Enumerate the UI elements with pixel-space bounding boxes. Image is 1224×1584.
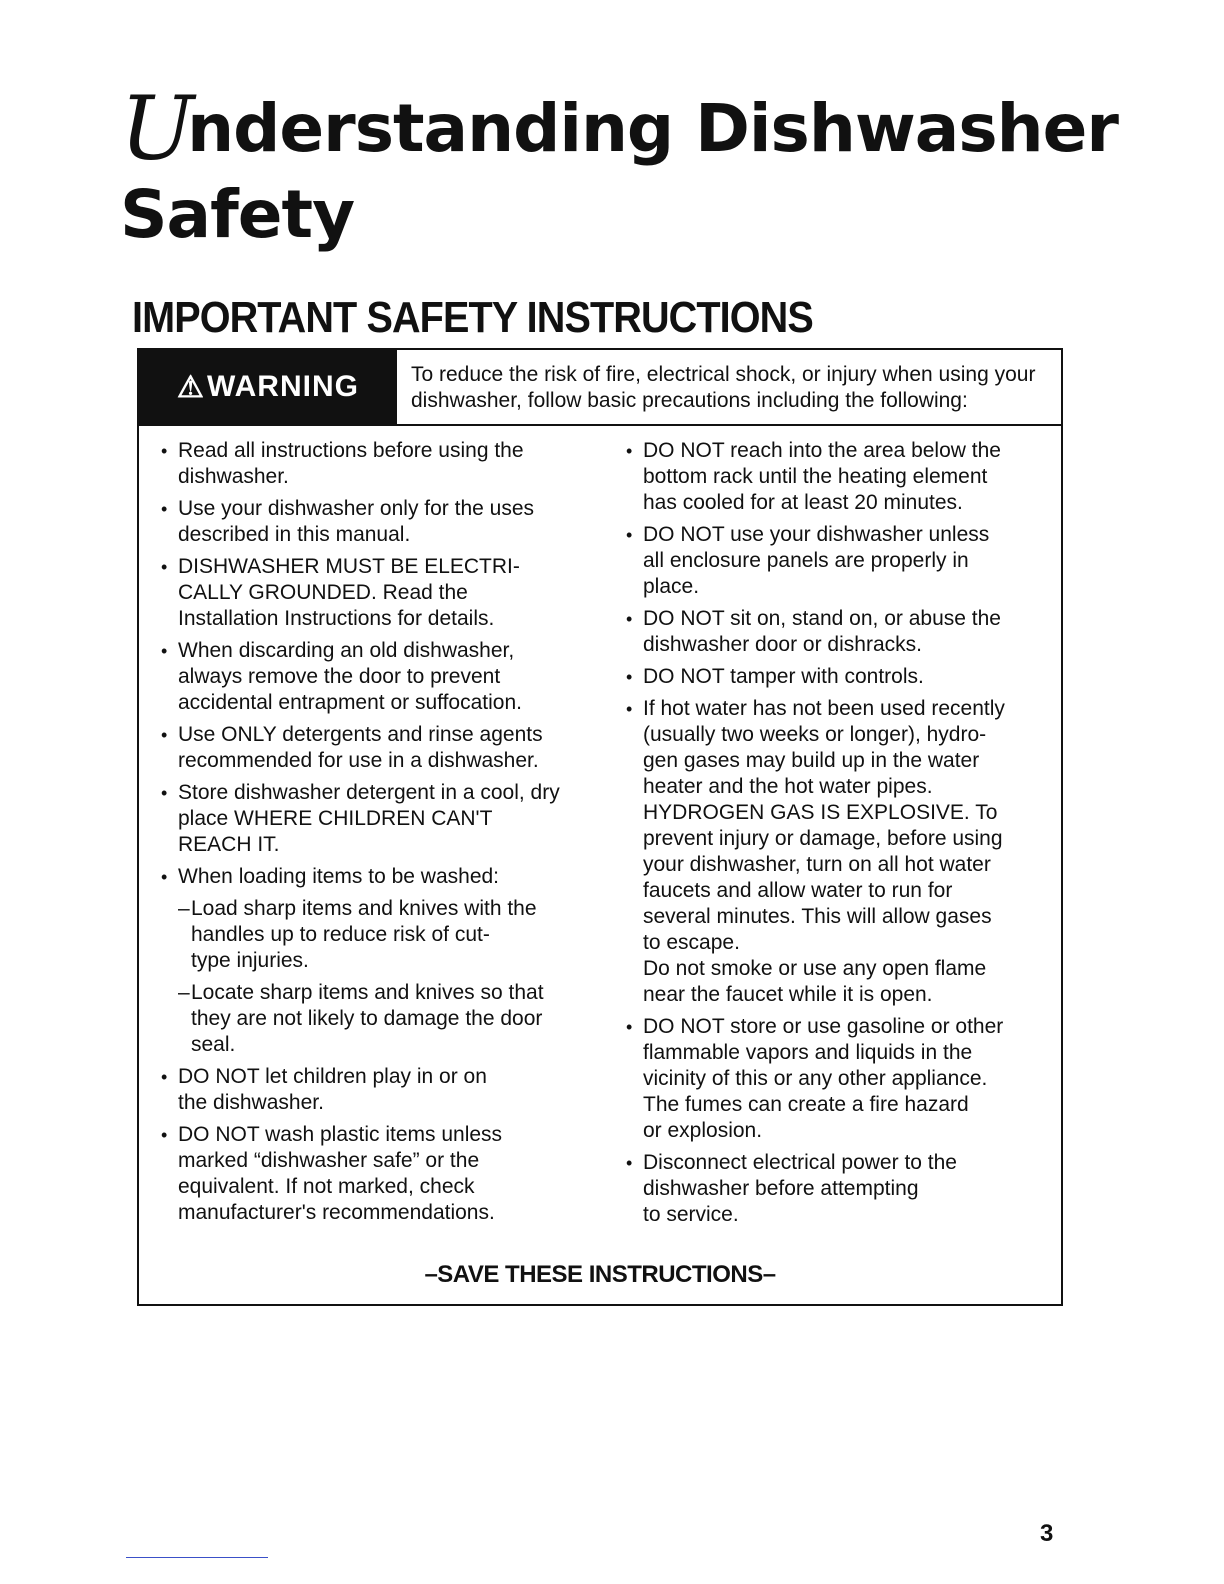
save-instructions-footer: –SAVE THESE INSTRUCTIONS– (424, 1261, 776, 1288)
page-title-line-1 (120, 77, 1118, 180)
list-item (161, 1064, 601, 1116)
list-item (626, 696, 1051, 1008)
list-item (161, 496, 601, 548)
list-item (161, 1122, 601, 1226)
page-title (120, 77, 1118, 258)
list-item (161, 864, 601, 890)
dash-icon: – (178, 981, 190, 1004)
warning-badge (139, 350, 397, 424)
list-item (626, 606, 1051, 658)
list-item-text: DISHWASHER MUST BE ELECTRI- CALLY GROUNDED. Read the Installation Instructions for details. (178, 555, 520, 630)
bullet-icon: • (626, 609, 633, 629)
section-heading: IMPORTANT SAFETY INSTRUCTIONS (132, 293, 813, 342)
list-item-text: Store dishwasher detergent in a cool, dry place WHERE CHILDREN CAN'T REACH IT. (178, 781, 560, 856)
list-item-text: Use your dishwasher only for the uses described in this manual. (178, 497, 535, 546)
bullet-icon: • (161, 499, 168, 519)
title-drop-cap: U (120, 77, 194, 180)
bullet-icon: • (161, 1067, 168, 1087)
bullet-icon: • (626, 525, 633, 545)
list-item-text: DO NOT sit on, stand on, or abuse the dishwasher door or dishracks. (643, 607, 1001, 656)
list-item (626, 438, 1051, 516)
list-item (626, 522, 1051, 600)
safety-instructions-box (137, 348, 1063, 1306)
warning-header (139, 350, 1061, 426)
bullet-icon: • (161, 557, 168, 577)
list-item-text: DO NOT wash plastic items unless marked “dishwasher safe” or the equivalent. If not marked, check manufacturer's recommendations. (178, 1123, 503, 1224)
page-number: 3 (1040, 1520, 1054, 1547)
bullet-icon: • (161, 441, 168, 461)
instructions-right-column (626, 438, 1051, 1234)
list-item (161, 780, 601, 858)
bottom-divider (126, 1557, 268, 1558)
list-item (161, 638, 601, 716)
sub-list-item-text: Locate sharp items and knives so that they are not likely to damage the door seal. (191, 981, 544, 1056)
warning-triangle-icon: ⚠ (177, 370, 205, 404)
list-item-text: DO NOT reach into the area below the bottom rack until the heating element has cooled for at least 20 minutes. (643, 439, 1001, 514)
page-title-line-1-text: nderstanding Dishwasher (187, 90, 1118, 167)
bullet-icon: • (161, 1125, 168, 1145)
list-item-text: DO NOT tamper with controls. (643, 665, 924, 688)
list-item (626, 664, 1051, 690)
list-item (626, 1150, 1051, 1228)
list-item (161, 554, 601, 632)
bullet-icon: • (161, 641, 168, 661)
bullet-icon: • (161, 867, 168, 887)
list-item (161, 438, 601, 490)
page-title-line-2: Safety (120, 176, 355, 253)
bullet-icon: • (161, 725, 168, 745)
sub-list-item-text: Load sharp items and knives with the handles up to reduce risk of cut- type injuries. (191, 897, 537, 972)
instructions-left-column (161, 438, 601, 1232)
list-item (626, 1014, 1051, 1144)
warning-text: To reduce the risk of fire, electrical shock, or injury when using your dishwasher, follow basic precautions including the following: (411, 363, 1036, 412)
list-item-text: When loading items to be washed: (178, 865, 500, 888)
list-item-text: DO NOT let children play in or on the dishwasher. (178, 1065, 487, 1114)
bullet-icon: • (626, 1017, 633, 1037)
bullet-icon: • (626, 441, 633, 461)
list-item (161, 722, 601, 774)
list-item-text: If hot water has not been used recently (usually two weeks or longer), hydro- gen gases may build up in the water heater and the hot water pipes. HYDROGEN GAS IS EXPLOSIVE. To prevent injury or damage, before using your dishwasher, turn on all hot water faucets and allow water to run for several minutes. This will allow gases to escape. Do not smoke or use any open flame near the faucet while it is open. (643, 697, 1005, 1006)
list-item-text: Read all instructions before using the dishwasher. (178, 439, 524, 488)
sub-list-item (161, 896, 601, 974)
list-item-text: Use ONLY detergents and rinse agents recommended for use in a dishwasher. (178, 723, 543, 772)
bullet-icon: • (626, 699, 633, 719)
bullet-icon: • (161, 783, 168, 803)
bullet-icon: • (626, 667, 633, 687)
sub-list-item (161, 980, 601, 1058)
list-item-text: Disconnect electrical power to the dishwasher before attempting to service. (643, 1151, 957, 1226)
list-item-text: DO NOT store or use gasoline or other flammable vapors and liquids in the vicinity of this or any other appliance. The fumes can create a fire hazard or explosion. (643, 1015, 1004, 1142)
bullet-icon: • (626, 1153, 633, 1173)
dash-icon: – (178, 897, 190, 920)
list-item-text: When discarding an old dishwasher, always remove the door to prevent accidental entrapment or suffocation. (178, 639, 522, 714)
list-item-text: DO NOT use your dishwasher unless all enclosure panels are properly in place. (643, 523, 990, 598)
warning-label: WARNING (206, 370, 359, 403)
